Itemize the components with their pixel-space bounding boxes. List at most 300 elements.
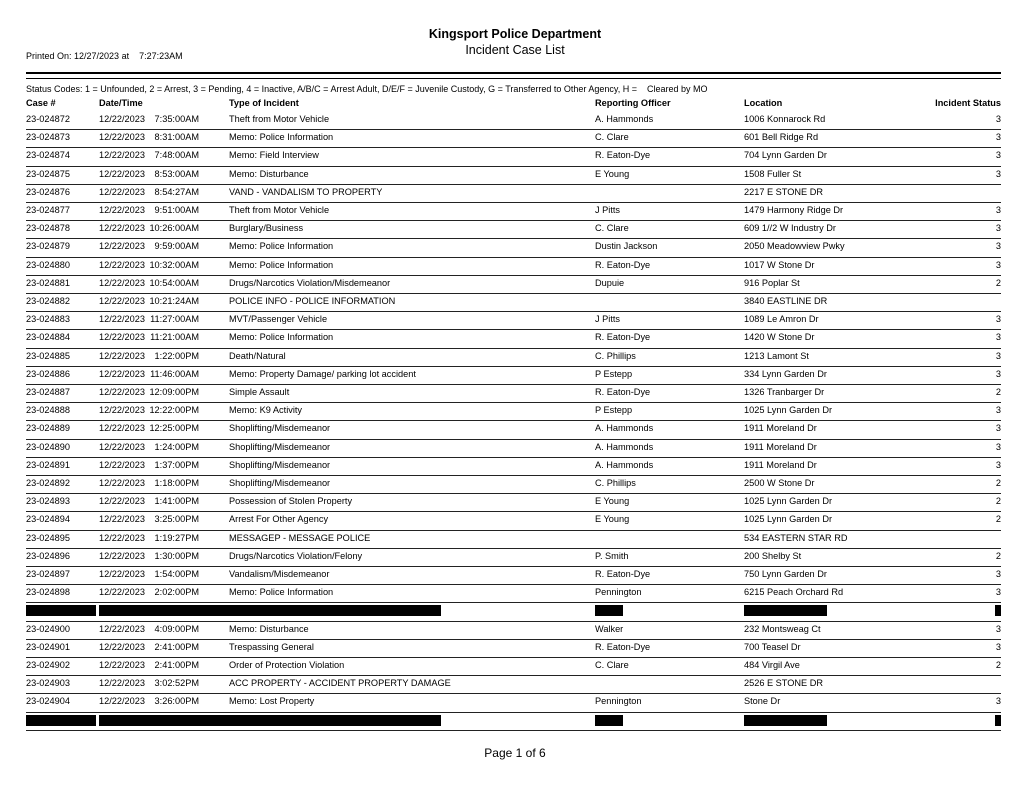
- table-row: [26, 511, 1001, 530]
- incident-type: Memo: Police Information: [229, 587, 334, 598]
- time: 3:26:00PM: [154, 696, 199, 707]
- reporting-officer: R. Eaton-Dye: [595, 150, 651, 161]
- table-row-redacted: [26, 602, 1001, 621]
- date-time: [99, 296, 199, 306]
- incident-type: ACC PROPERTY - ACCIDENT PROPERTY DAMAGE: [229, 678, 451, 689]
- time: 12:09:00PM: [149, 387, 199, 397]
- time: 12:22:00PM: [149, 405, 199, 416]
- incident-status: 3: [995, 332, 1001, 343]
- time: 8:53:00AM: [154, 168, 199, 179]
- location: 1025 Lynn Garden Dr: [744, 405, 833, 416]
- incident-type: MESSAGEP - MESSAGE POLICE: [229, 532, 371, 543]
- table-row: [26, 475, 1001, 494]
- case-number: 23-024886: [26, 368, 70, 379]
- location: 1025 Lynn Garden Dr: [744, 514, 833, 525]
- location: 601 Bell Ridge Rd: [744, 132, 819, 143]
- case-number: 23-024892: [26, 478, 70, 488]
- date-time: [99, 187, 199, 197]
- incident-type: Drugs/Narcotics Violation/Misdemeanor: [229, 277, 391, 288]
- date: 12/22/2023: [99, 459, 145, 470]
- time: 4:09:00PM: [154, 623, 199, 634]
- incident-type: Vandalism/Misdemeanor: [229, 569, 330, 579]
- case-number: 23-024904: [26, 696, 70, 707]
- incident-type: Order of Protection Violation: [229, 660, 345, 670]
- date: 12/22/2023: [99, 314, 145, 325]
- location: 1420 W Stone Dr: [744, 332, 815, 343]
- case-number: 23-024893: [26, 496, 70, 507]
- table-row: [26, 584, 1001, 603]
- date-time: [99, 369, 199, 379]
- date: 12/22/2023: [99, 641, 145, 652]
- incident-status: 2: [995, 660, 1001, 670]
- date-time: [99, 587, 199, 597]
- time: 10:32:00AM: [149, 259, 199, 270]
- date-time: [99, 241, 199, 251]
- date-time: [99, 423, 199, 433]
- case-number: 23-024881: [26, 277, 70, 288]
- date-time: [99, 150, 199, 160]
- reporting-officer: C. Clare: [595, 223, 629, 234]
- incident-type: Memo: Police Information: [229, 132, 334, 143]
- date-time: [99, 678, 199, 688]
- date: 12/22/2023: [99, 623, 145, 634]
- header-officer: Reporting Officer: [595, 98, 671, 108]
- case-number: 23-024872: [26, 114, 70, 124]
- time: 11:46:00AM: [150, 368, 199, 379]
- reporting-officer: Pennington: [595, 696, 642, 707]
- incident-status: 3: [995, 350, 1001, 361]
- location: 334 Lynn Garden Dr: [744, 368, 827, 379]
- incident-status: 2: [995, 514, 1001, 525]
- reporting-officer: J Pitts: [595, 314, 621, 325]
- location: 1006 Konnarock Rd: [744, 114, 826, 124]
- date-time: [99, 496, 199, 506]
- redaction-bar: [995, 605, 1001, 616]
- date-time: [99, 332, 199, 342]
- case-number: 23-024890: [26, 441, 70, 452]
- date: 12/22/2023: [99, 277, 145, 288]
- case-number: 23-024884: [26, 332, 70, 343]
- location: 916 Poplar St: [744, 277, 800, 288]
- redaction-bar: [229, 715, 441, 726]
- divider-thin: [26, 78, 1001, 79]
- table-row: [26, 439, 1001, 458]
- table-row: [26, 639, 1001, 658]
- case-number: 23-024888: [26, 405, 70, 416]
- time: 2:02:00PM: [154, 587, 199, 598]
- reporting-officer: C. Clare: [595, 660, 629, 670]
- table-row: [26, 402, 1001, 421]
- date-time: [99, 223, 199, 233]
- table-row: [26, 366, 1001, 385]
- date: 12/22/2023: [99, 678, 145, 689]
- date: 12/22/2023: [99, 532, 145, 543]
- time: 1:30:00PM: [154, 550, 199, 561]
- date: 12/22/2023: [99, 241, 145, 252]
- table-row: [26, 530, 1001, 549]
- incident-status: 3: [995, 423, 1001, 434]
- printed-on: [26, 51, 183, 61]
- reporting-officer: Pennington: [595, 587, 642, 598]
- location: 6215 Peach Orchard Rd: [744, 587, 844, 598]
- date: 12/22/2023: [99, 223, 145, 234]
- table-row: [26, 348, 1001, 367]
- incident-type: Theft from Motor Vehicle: [229, 114, 330, 124]
- reporting-officer: A. Hammonds: [595, 423, 654, 434]
- incident-type: Memo: Property Damage/ parking lot accident: [229, 368, 416, 379]
- date: 12/22/2023: [99, 168, 145, 179]
- incident-type: Memo: Field Interview: [229, 150, 319, 161]
- redaction-bar: [99, 715, 229, 726]
- incident-status: 2: [995, 550, 1001, 561]
- location: 609 1//2 W Industry Dr: [744, 223, 836, 234]
- case-number: 23-024882: [26, 296, 70, 306]
- redaction-bar: [744, 605, 827, 616]
- date: 12/22/2023: [99, 387, 145, 397]
- table-row: [26, 675, 1001, 694]
- case-number: 23-024898: [26, 587, 70, 598]
- case-number: 23-024874: [26, 150, 70, 161]
- date-time: [99, 551, 199, 561]
- incident-status: 2: [995, 387, 1001, 397]
- case-number: 23-024900: [26, 623, 70, 634]
- time: 9:59:00AM: [154, 241, 199, 252]
- location: 3840 EASTLINE DR: [744, 296, 828, 306]
- incident-type: Shoplifting/Misdemeanor: [229, 423, 331, 434]
- reporting-officer: E Young: [595, 496, 630, 507]
- table-row: [26, 129, 1001, 148]
- incident-type: Shoplifting/Misdemeanor: [229, 441, 331, 452]
- time: 11:21:00AM: [150, 332, 199, 343]
- time: 3:25:00PM: [154, 514, 199, 525]
- table-row: [26, 693, 1001, 712]
- case-number: 23-024880: [26, 259, 70, 270]
- date-time: [99, 442, 199, 452]
- date: 12/22/2023: [99, 550, 145, 561]
- case-number: 23-024875: [26, 168, 70, 179]
- incident-type: Memo: Police Information: [229, 332, 334, 343]
- incident-status: 3: [995, 259, 1001, 270]
- date: 12/22/2023: [99, 132, 145, 143]
- report-title: Kingsport Police Department: [428, 27, 602, 41]
- case-number: 23-024885: [26, 350, 70, 361]
- divider-thick: [26, 72, 1001, 74]
- location: 232 Montsweag Ct: [744, 623, 821, 634]
- date: 12/22/2023: [99, 405, 145, 416]
- time: 1:41:00PM: [154, 496, 199, 507]
- printed-time: 7:27:23AM: [139, 51, 183, 61]
- reporting-officer: P Estepp: [595, 368, 633, 379]
- redaction-bar: [595, 715, 623, 726]
- time: 1:24:00PM: [154, 441, 199, 452]
- redaction-bar: [995, 715, 1001, 726]
- reporting-officer: Dustin Jackson: [595, 241, 658, 252]
- date: 12/22/2023: [99, 186, 145, 197]
- location: 1213 Lamont St: [744, 350, 809, 361]
- reporting-officer: Walker: [595, 623, 624, 634]
- date-time: [99, 351, 199, 361]
- incident-type: Shoplifting/Misdemeanor: [229, 459, 331, 470]
- time: 10:21:24AM: [149, 296, 199, 306]
- date: 12/22/2023: [99, 478, 145, 488]
- table-row: [26, 111, 1001, 130]
- case-number: 23-024883: [26, 314, 70, 325]
- table-row: [26, 329, 1001, 348]
- date: 12/22/2023: [99, 150, 145, 161]
- incident-status: 3: [995, 405, 1001, 416]
- date-time: [99, 533, 199, 543]
- time: 1:22:00PM: [154, 350, 199, 361]
- location: 1911 Moreland Dr: [744, 423, 817, 434]
- incident-status: 3: [995, 205, 1001, 215]
- date-time: [99, 660, 199, 670]
- reporting-officer: R. Eaton-Dye: [595, 332, 651, 343]
- case-number: 23-024879: [26, 241, 70, 252]
- incident-status: 3: [995, 587, 1001, 598]
- incident-status: 3: [995, 223, 1001, 234]
- table-row: [26, 202, 1001, 221]
- date: 12/22/2023: [99, 332, 145, 343]
- time: 9:51:00AM: [154, 205, 199, 215]
- time: 11:27:00AM: [150, 314, 199, 325]
- date-time: [99, 132, 199, 142]
- location: 1508 Fuller St: [744, 168, 802, 179]
- location: 2217 E STONE DR: [744, 186, 823, 197]
- time: 1:37:00PM: [154, 459, 199, 470]
- header-type: Type of Incident: [229, 98, 299, 108]
- date-time: [99, 205, 199, 215]
- case-number: 23-024876: [26, 186, 70, 197]
- table-row: [26, 566, 1001, 585]
- date: 12/22/2023: [99, 259, 145, 270]
- incident-status: 3: [995, 569, 1001, 579]
- status-codes-legend: Status Codes: 1 = Unfounded, 2 = Arrest, 3 = Pending, 4 = Inactive, A/B/C = Arrest Adult, D/E/F = Juvenile Custody, G = Transferred to Other Agency, H = Cleared by MO: [26, 84, 708, 94]
- location: 1911 Moreland Dr: [744, 459, 817, 470]
- printed-label: Printed On: 12/27/2023 at: [26, 51, 130, 61]
- table-row: [26, 220, 1001, 239]
- date-time: [99, 624, 199, 634]
- reporting-officer: R. Eaton-Dye: [595, 641, 651, 652]
- incident-status: 2: [995, 478, 1001, 488]
- date-time: [99, 278, 199, 288]
- table-row: [26, 238, 1001, 257]
- date: 12/22/2023: [99, 496, 145, 507]
- date: 12/22/2023: [99, 569, 145, 579]
- case-number: 23-024894: [26, 514, 70, 525]
- incident-type: Simple Assault: [229, 387, 290, 397]
- case-number: 23-024895: [26, 532, 70, 543]
- incident-status: 3: [995, 696, 1001, 707]
- date-time: [99, 642, 199, 652]
- case-number: 23-024878: [26, 223, 70, 234]
- table-row: [26, 257, 1001, 276]
- case-number: 23-024902: [26, 660, 70, 670]
- redaction-bar: [26, 605, 96, 616]
- incident-status: 3: [995, 241, 1001, 252]
- incident-status: 2: [995, 496, 1001, 507]
- date-time: [99, 169, 199, 179]
- table-row: [26, 420, 1001, 439]
- table-row: [26, 457, 1001, 476]
- incident-type: Shoplifting/Misdemeanor: [229, 478, 331, 488]
- time: 1:18:00PM: [154, 478, 199, 488]
- incident-type: VAND - VANDALISM TO PROPERTY: [229, 186, 383, 197]
- time: 7:35:00AM: [154, 114, 199, 124]
- location: 1326 Tranbarger Dr: [744, 387, 825, 397]
- table-row: [26, 493, 1001, 512]
- table-row: [26, 147, 1001, 166]
- reporting-officer: A. Hammonds: [595, 441, 654, 452]
- reporting-officer: R. Eaton-Dye: [595, 259, 651, 270]
- header-date: Date/Time: [99, 98, 143, 108]
- incident-status: 3: [995, 441, 1001, 452]
- incident-type: Death/Natural: [229, 350, 286, 361]
- date: 12/22/2023: [99, 441, 145, 452]
- date: 12/22/2023: [99, 423, 145, 434]
- reporting-officer: C. Phillips: [595, 350, 636, 361]
- incident-type: Memo: K9 Activity: [229, 405, 303, 416]
- time: 3:02:52PM: [154, 678, 199, 689]
- location: 200 Shelby St: [744, 550, 802, 561]
- table-row: [26, 275, 1001, 294]
- date-time: [99, 387, 199, 397]
- date: 12/22/2023: [99, 514, 145, 525]
- header-status: Incident Status: [935, 98, 1001, 108]
- incident-status: 3: [995, 459, 1001, 470]
- incident-type: Burglary/Business: [229, 223, 304, 234]
- incident-type: MVT/Passenger Vehicle: [229, 314, 328, 325]
- location: 484 Virgil Ave: [744, 660, 800, 670]
- date: 12/22/2023: [99, 205, 145, 215]
- table-row: [26, 657, 1001, 676]
- date-time: [99, 260, 199, 270]
- location: 2050 Meadowview Pwky: [744, 241, 845, 252]
- incident-status: 3: [995, 314, 1001, 325]
- reporting-officer: E Young: [595, 168, 630, 179]
- incident-type: Memo: Disturbance: [229, 168, 309, 179]
- time: 2:41:00PM: [154, 641, 199, 652]
- incident-type: Memo: Police Information: [229, 241, 334, 252]
- time: 1:19:27PM: [154, 532, 199, 543]
- incident-status: 3: [995, 641, 1001, 652]
- case-number: 23-024891: [26, 459, 70, 470]
- table-row: [26, 311, 1001, 330]
- table-row: [26, 621, 1001, 640]
- date: 12/22/2023: [99, 350, 145, 361]
- reporting-officer: P. Smith: [595, 550, 629, 561]
- date: 12/22/2023: [99, 296, 145, 306]
- location: 750 Lynn Garden Dr: [744, 569, 827, 579]
- reporting-officer: A. Hammonds: [595, 114, 654, 124]
- table-row: [26, 548, 1001, 567]
- incident-status: 3: [995, 368, 1001, 379]
- location: 534 EASTERN STAR RD: [744, 532, 848, 543]
- date: 12/22/2023: [99, 587, 145, 598]
- table-row: [26, 293, 1001, 312]
- time: 12:25:00PM: [149, 423, 199, 434]
- incident-type: Memo: Disturbance: [229, 623, 309, 634]
- location: 700 Teasel Dr: [744, 641, 801, 652]
- case-number: 23-024896: [26, 550, 70, 561]
- time: 1:54:00PM: [154, 569, 199, 579]
- time: 2:41:00PM: [154, 660, 199, 670]
- time: 8:54:27AM: [154, 186, 199, 197]
- case-number: 23-024877: [26, 205, 70, 215]
- redaction-bar: [744, 715, 827, 726]
- incident-status: 3: [995, 114, 1001, 124]
- time: 10:54:00AM: [149, 277, 199, 288]
- date: 12/22/2023: [99, 368, 145, 379]
- location: 704 Lynn Garden Dr: [744, 150, 827, 161]
- incident-type: Theft from Motor Vehicle: [229, 205, 330, 215]
- date-time: [99, 569, 199, 579]
- case-number: 23-024887: [26, 387, 70, 397]
- case-number: 23-024897: [26, 569, 70, 579]
- location: 1017 W Stone Dr: [744, 259, 815, 270]
- redaction-bar: [229, 605, 441, 616]
- location: 1479 Harmony Ridge Dr: [744, 205, 844, 215]
- case-number: 23-024873: [26, 132, 70, 143]
- time: 8:31:00AM: [154, 132, 199, 143]
- redaction-bar: [99, 605, 229, 616]
- incident-type: POLICE INFO - POLICE INFORMATION: [229, 296, 396, 306]
- redaction-bar: [595, 605, 623, 616]
- date-time: [99, 114, 199, 124]
- reporting-officer: R. Eaton-Dye: [595, 387, 651, 397]
- reporting-officer: C. Clare: [595, 132, 629, 143]
- location: 1911 Moreland Dr: [744, 441, 817, 452]
- incident-type: Arrest For Other Agency: [229, 514, 329, 525]
- report-subtitle: Incident Case List: [465, 43, 565, 57]
- reporting-officer: J Pitts: [595, 205, 621, 215]
- incident-status: 3: [995, 150, 1001, 161]
- table-row-redacted: [26, 712, 1001, 731]
- location: 1025 Lynn Garden Dr: [744, 496, 833, 507]
- reporting-officer: A. Hammonds: [595, 459, 654, 470]
- incident-type: Memo: Lost Property: [229, 696, 315, 707]
- date: 12/22/2023: [99, 660, 145, 670]
- incident-status: 2: [995, 277, 1001, 288]
- time: 10:26:00AM: [149, 223, 199, 234]
- date-time: [99, 460, 199, 470]
- reporting-officer: R. Eaton-Dye: [595, 569, 651, 579]
- reporting-officer: C. Phillips: [595, 478, 636, 488]
- incident-status: 3: [995, 132, 1001, 143]
- incident-status: 3: [995, 623, 1001, 634]
- date: 12/22/2023: [99, 114, 145, 124]
- date: 12/22/2023: [99, 696, 145, 707]
- table-row: [26, 184, 1001, 203]
- incident-type: Drugs/Narcotics Violation/Felony: [229, 550, 363, 561]
- case-number: 23-024903: [26, 678, 70, 689]
- date-time: [99, 314, 199, 324]
- column-headers: [26, 98, 1001, 110]
- location: 2526 E STONE DR: [744, 678, 823, 689]
- incident-status: 3: [995, 168, 1001, 179]
- case-number: 23-024901: [26, 641, 70, 652]
- reporting-officer: E Young: [595, 514, 630, 525]
- reporting-officer: Dupuie: [595, 277, 625, 288]
- reporting-officer: P Estepp: [595, 405, 633, 416]
- header-location: Location: [744, 98, 783, 108]
- location: Stone Dr: [744, 696, 781, 707]
- case-number: 23-024889: [26, 423, 70, 434]
- table-row: [26, 384, 1001, 403]
- location: 1089 Le Amron Dr: [744, 314, 819, 325]
- date-time: [99, 478, 199, 488]
- date-time: [99, 405, 199, 415]
- table-row: [26, 166, 1001, 185]
